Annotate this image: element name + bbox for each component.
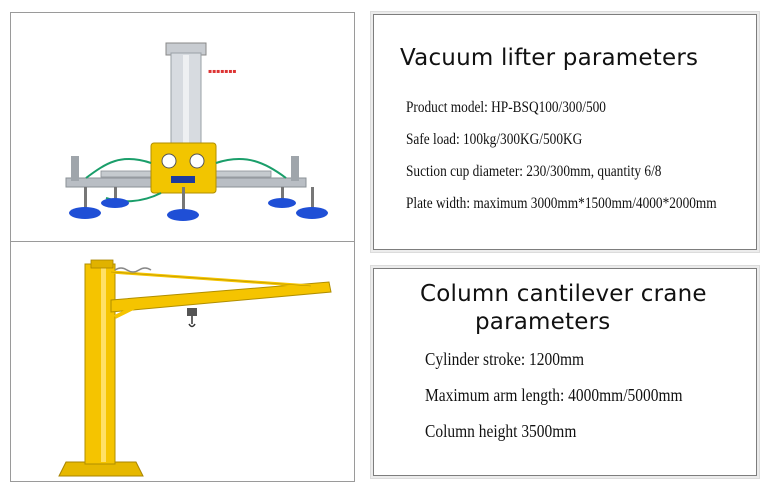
spec-cylinder-stroke: Cylinder stroke: 1200mm (425, 349, 585, 369)
spec-safe-load: Safe load: 100kg/300KG/500KG (406, 131, 583, 148)
spec-max-arm-length: Maximum arm length: 4000mm/5000mm (425, 385, 683, 405)
spec-suction-cup: Suction cup diameter: 230/300mm, quantity 6/8 (406, 163, 662, 180)
vacuum-lifter-photo (11, 13, 354, 241)
product-photo-frame (10, 12, 355, 482)
spec-column-height: Column height 3500mm (425, 421, 577, 441)
cantilever-crane-panel (373, 268, 757, 476)
spec-product-model: Product model: HP-BSQ100/300/500 (406, 99, 606, 116)
cantilever-crane-photo (11, 242, 354, 481)
vacuum-lifter-image (11, 13, 354, 241)
crane-title-line1: Column cantilever crane (420, 281, 707, 307)
spec-plate-width: Plate width: maximum 3000mm*1500mm/4000*2000mm (406, 195, 717, 212)
cantilever-crane-image (11, 242, 354, 481)
vacuum-lifter-title: Vacuum lifter parameters (400, 45, 699, 71)
svg-text:▪▪▪▪▪▪▪: ▪▪▪▪▪▪▪ (208, 68, 237, 75)
vacuum-lifter-panel (373, 14, 757, 250)
crane-title-line2: parameters (475, 309, 611, 335)
